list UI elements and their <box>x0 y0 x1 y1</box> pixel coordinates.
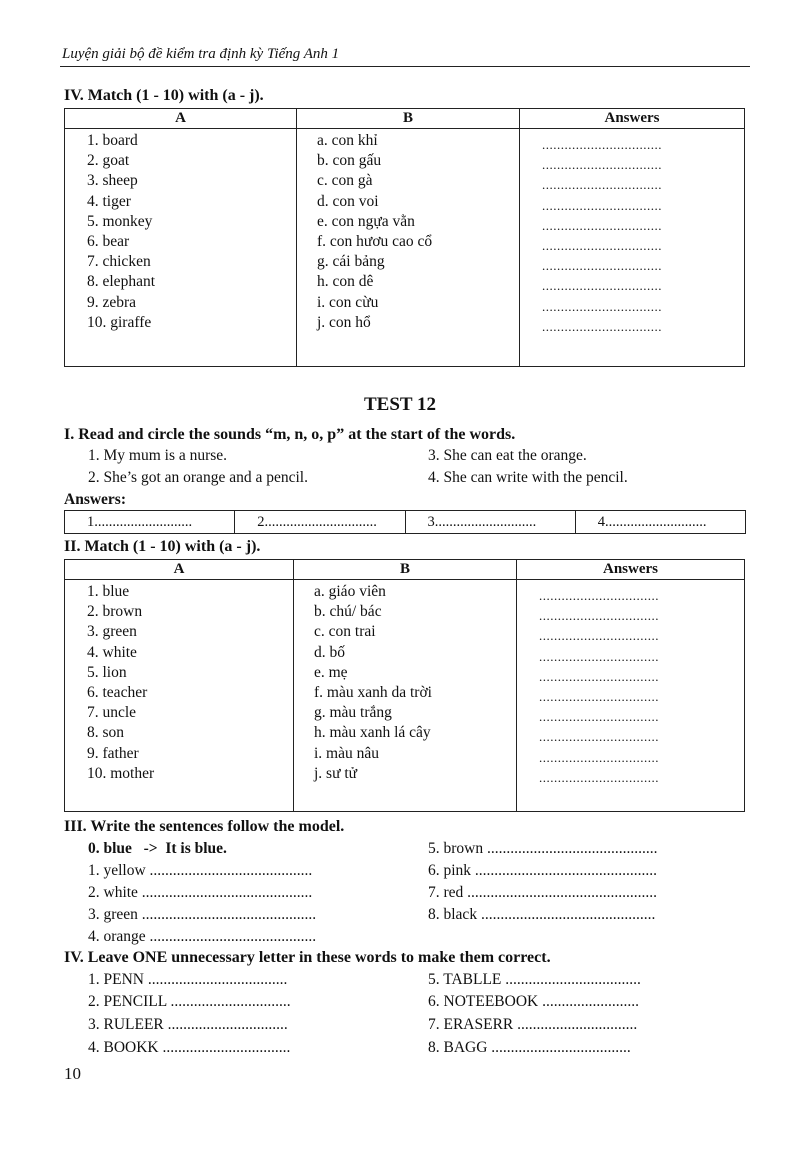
s4-item-7[interactable]: 7. ERASERR ............................... <box>428 1016 638 1033</box>
answer-blank[interactable]: ................................ <box>539 648 659 664</box>
list-item: b. con gấu <box>317 152 382 170</box>
s1-answers-label: Answers: <box>64 491 126 508</box>
answer-blank[interactable]: ................................ <box>539 749 659 765</box>
list-item: 4. white <box>87 643 137 661</box>
list-item: 6. teacher <box>87 683 148 701</box>
s2-heading: II. Match (1 - 10) with (a - j). <box>64 538 261 555</box>
answer-blank[interactable]: ................................ <box>539 668 659 684</box>
s3-model <box>88 840 227 858</box>
list-item: h. màu xanh lá cây <box>314 724 431 742</box>
list-item: 8. son <box>87 724 125 742</box>
list-item: g. màu trắng <box>314 704 392 722</box>
s3-model-answer: It is blue. <box>165 840 227 857</box>
list-item: 1. board <box>87 132 138 149</box>
s3-item-7[interactable]: 7. red ................................................. <box>428 884 658 901</box>
list-item: b. chú/ bác <box>314 603 382 621</box>
list-item: c. con gà <box>317 172 373 190</box>
s4-heading: IV. Leave ONE unnecessary letter in these words to make them correct. <box>64 949 551 966</box>
list-item: 2. brown <box>87 603 143 621</box>
col-b <box>294 580 517 812</box>
s4-item-4[interactable]: 4. BOOKK ................................. <box>88 1039 291 1056</box>
answer-box-4[interactable]: 4............................ <box>597 514 707 530</box>
test-title: TEST 12 <box>364 394 436 415</box>
s1-answer-row <box>64 510 746 534</box>
s4-item-6[interactable]: 6. NOTEEBOOK ......................... <box>428 993 639 1010</box>
answer-blank[interactable]: ................................ <box>539 729 659 745</box>
s1-sentence-2: 2. She’s got an orange and a pencil. <box>88 469 308 486</box>
list-item: f. con hươu cao cổ <box>317 232 433 250</box>
list-item: 6. bear <box>87 232 130 250</box>
col-header-answers: Answers <box>517 560 745 580</box>
list-item: e. con ngựa vằn <box>317 212 415 230</box>
answer-blank[interactable]: ................................ <box>542 258 662 274</box>
answer-blank[interactable]: ................................ <box>542 157 662 173</box>
answer-blank[interactable]: ................................ <box>542 278 662 294</box>
s3-item-3[interactable]: 3. green ............................................. <box>88 906 317 923</box>
list-item: i. màu nâu <box>314 744 379 762</box>
list-item: 1. blue <box>87 583 130 600</box>
list-item: 3. sheep <box>87 172 138 190</box>
list-item: f. màu xanh da trời <box>314 683 432 701</box>
s3-item-5[interactable]: 5. brown ............................................ <box>428 840 658 857</box>
answer-box-1[interactable]: 1........................... <box>65 511 235 533</box>
answer-blank[interactable]: ................................ <box>539 608 659 624</box>
page-number: 10 <box>64 1064 81 1083</box>
s3-model-arrow: -> <box>143 840 158 857</box>
list-item: i. con cừu <box>317 293 379 311</box>
answer-blank[interactable]: ................................ <box>539 688 659 704</box>
s4-item-3[interactable]: 3. RULEER ............................... <box>88 1016 288 1033</box>
s3-item-2[interactable]: 2. white ............................................ <box>88 884 313 901</box>
running-header: Luyện giải bộ đề kiểm tra định kỳ Tiếng Anh 1 <box>62 46 340 62</box>
answer-blank[interactable]: ................................ <box>542 137 662 152</box>
list-item: 7. chicken <box>87 253 151 271</box>
answer-blank[interactable]: ................................ <box>542 298 662 314</box>
col-answers[interactable] <box>517 580 745 812</box>
list-item: c. con trai <box>314 623 376 641</box>
col-b <box>297 129 520 367</box>
list-item: 8. elephant <box>87 273 156 291</box>
answer-box-3[interactable]: 3............................ <box>406 511 576 533</box>
s3-item-1[interactable]: 1. yellow .......................................... <box>88 862 313 879</box>
list-item: d. con voi <box>317 192 379 210</box>
list-item: a. giáo viên <box>314 583 386 600</box>
list-item: 10. giraffe <box>87 313 152 331</box>
col-header-b: B <box>294 560 517 580</box>
header-rule <box>60 66 750 67</box>
answer-blank[interactable]: ................................ <box>539 709 659 725</box>
s4-item-8[interactable]: 8. BAGG .................................... <box>428 1039 631 1056</box>
list-item: 9. father <box>87 744 139 762</box>
list-item: 5. lion <box>87 663 127 681</box>
col-header-answers: Answers <box>520 109 745 129</box>
answer-blank[interactable]: ................................ <box>539 769 659 785</box>
s1-sentence-1: 1. My mum is a nurse. <box>88 447 228 464</box>
answer-box-2[interactable]: 2............................... <box>235 511 405 533</box>
answer-blank[interactable]: ................................ <box>542 318 662 334</box>
answer-blank[interactable]: ................................ <box>542 177 662 193</box>
s1-heading: I. Read and circle the sounds “m, n, o, p” at the start of the words. <box>64 426 516 443</box>
s4-item-5[interactable]: 5. TABLLE ................................... <box>428 971 641 988</box>
s1-sentence-3: 3. She can eat the orange. <box>428 447 587 464</box>
list-item: h. con dê <box>317 273 374 291</box>
list-item: g. cái bảng <box>317 253 385 271</box>
answer-blank[interactable]: ................................ <box>539 588 659 603</box>
list-item: 5. monkey <box>87 212 153 230</box>
col-header-a: A <box>65 560 294 580</box>
list-item: d. bố <box>314 643 345 661</box>
prev-section-heading: IV. Match (1 - 10) with (a - j). <box>64 87 264 104</box>
list-item: 2. goat <box>87 152 130 170</box>
s4-item-1[interactable]: 1. PENN .................................... <box>88 971 288 988</box>
prev-match-table <box>64 108 745 367</box>
answer-blank[interactable]: ................................ <box>539 628 659 644</box>
col-header-b: B <box>297 109 520 129</box>
s3-item-8[interactable]: 8. black ............................................. <box>428 906 656 923</box>
s4-item-2[interactable]: 2. PENCILL ............................... <box>88 993 291 1010</box>
list-item: j. sư tử <box>314 764 358 782</box>
col-a <box>65 129 297 367</box>
s1-sentence-4: 4. She can write with the pencil. <box>428 469 628 486</box>
s2-match-table <box>64 559 745 812</box>
list-item: e. mẹ <box>314 663 348 681</box>
list-item: a. con khỉ <box>317 132 378 149</box>
list-item: 3. green <box>87 623 137 641</box>
list-item: 9. zebra <box>87 293 137 311</box>
list-item: 10. mother <box>87 764 155 782</box>
col-a <box>65 580 294 812</box>
list-item: 7. uncle <box>87 704 137 722</box>
s3-heading: III. Write the sentences follow the model. <box>64 818 345 835</box>
col-answers[interactable] <box>520 129 745 367</box>
answer-blank[interactable]: ................................ <box>542 197 662 213</box>
answer-blank[interactable]: ................................ <box>542 237 662 253</box>
answer-blank[interactable]: ................................ <box>542 217 662 233</box>
s3-model-word: 0. blue <box>88 840 132 857</box>
s3-item-6[interactable]: 6. pink ............................................... <box>428 862 658 879</box>
list-item: 4. tiger <box>87 192 131 210</box>
list-item: j. con hổ <box>317 313 371 331</box>
col-header-a: A <box>65 109 297 129</box>
s3-item-4[interactable]: 4. orange ........................................... <box>88 928 317 945</box>
